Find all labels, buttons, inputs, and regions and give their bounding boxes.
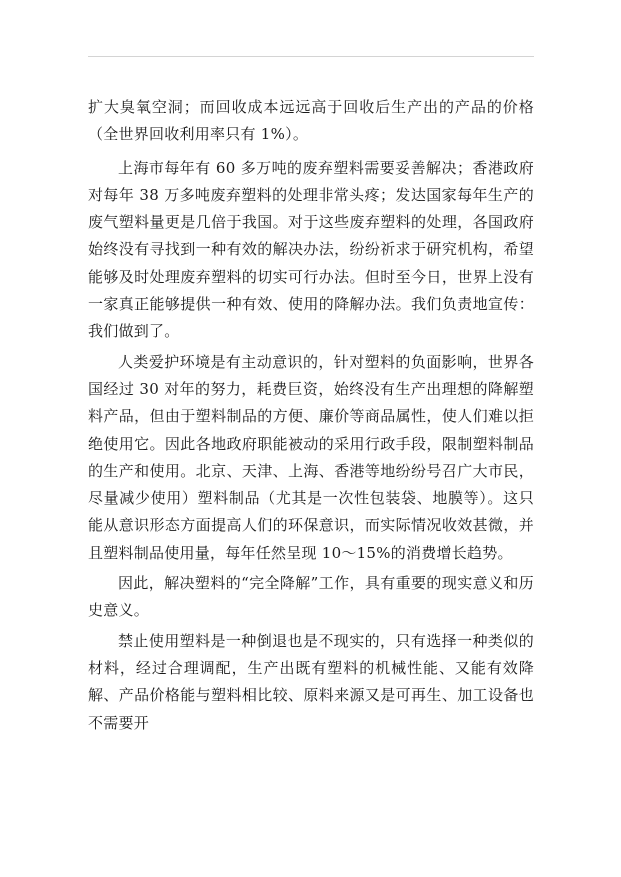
paragraph-significance: 因此，解决塑料的“完全降解”工作，具有重要的现实意义和历史意义。 [88, 574, 534, 620]
paragraph-alternative-material: 禁止使用塑料是一种倒退也是不现实的，只有选择一种类似的材料，经过合理调配，生产出既有塑料的机械性能、又能有效降解、产品价格能与塑料相比较、原料来源又是可再生、加工设备也不需要开 [88, 631, 534, 732]
paragraph-environment-awareness: 人类爱护环境是有主动意识的，针对塑料的负面影响，世界各国经过 30 对年的努力，耗费巨资，始终没有生产出理想的降解塑料产品，但由于塑料制品的方便、廉价等商品属性，使人们难以拒绝使用它。因此各地政府职能被动的采用行政手段，限制塑料制品的生产和使用。北京、天津、上海、香港等地纷纷号召广大市民，尽量减少使用）塑料制品（尤其是一次性包装袋、地膜等）。这只能从意识形态方面提高人们的环保意识，而实际情况收效甚微，并且塑料制品使用量，每年任然呈现 10～15%的消费增长趋势。 [88, 352, 534, 562]
paragraph-shanghai-hongkong: 上海市每年有 60 多万吨的废弃塑料需要妥善解决；香港政府对每年 38 万多吨废弃塑料的处理非常头疼；发达国家每年生产的废气塑料量更是几倍于我国。对于这些废弃塑料的处理，各国政府始终没有寻找到一种有效的解决办法，纷纷祈求于研究机构，希望能够及时处理废弃塑料的切实可行办法。但时至今日，世界上没有一家真正能够提供一种有效、使用的降解办法。我们负责地宣传：我们做到了。 [88, 158, 534, 341]
header-divider [88, 56, 534, 57]
document-body [88, 94, 534, 740]
paragraph-continuation: 扩大臭氧空洞；而回收成本远远高于回收后生产出的产品的价格（全世界回收利用率只有 1%）。 [88, 98, 534, 144]
